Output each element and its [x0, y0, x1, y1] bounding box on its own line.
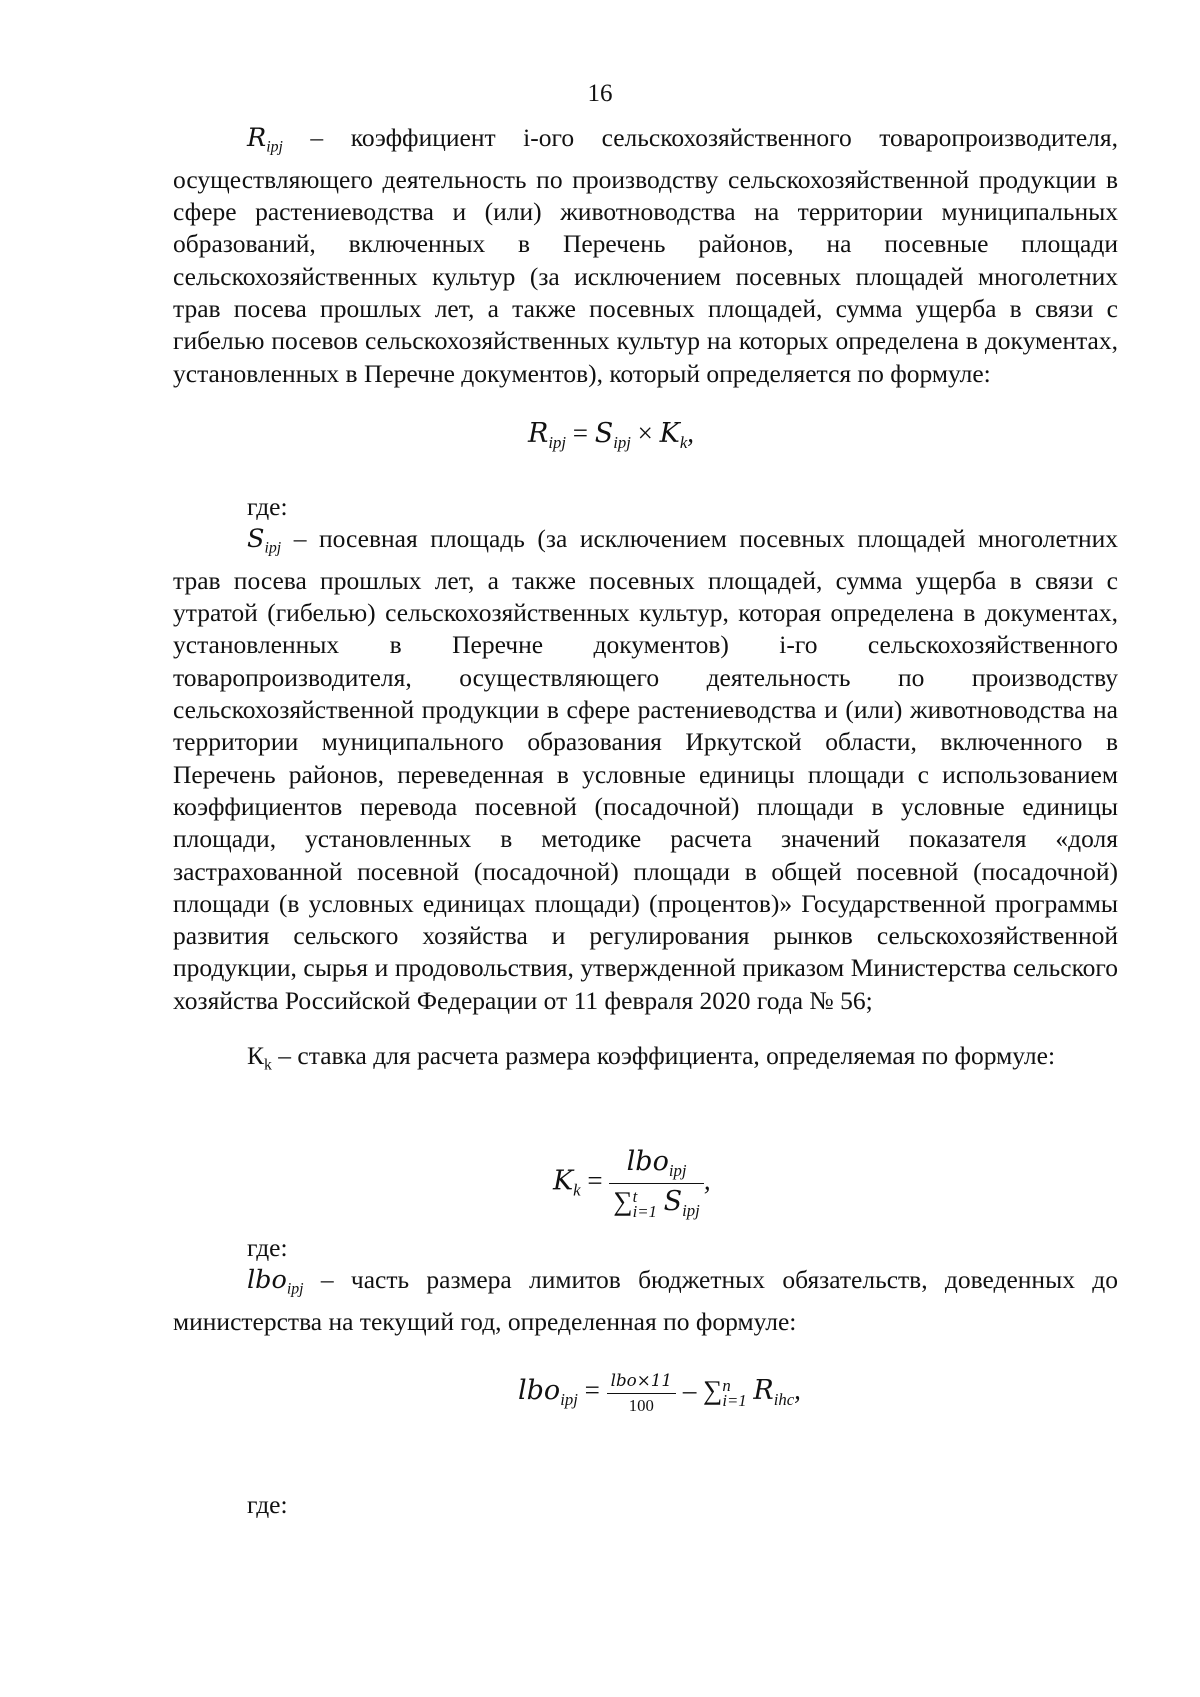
formula-k-den-var: S: [663, 1185, 683, 1217]
formula-r-k: K: [659, 418, 680, 449]
formula-r-tail: ,: [687, 418, 695, 448]
formula-r-lhs: R: [528, 418, 549, 449]
formula-r-eq: =: [572, 418, 588, 448]
formula-lbo-minus: –: [682, 1375, 697, 1406]
formula-r-lhs-sub: ipj: [548, 432, 567, 452]
formula-lbo-tail: ,: [794, 1375, 801, 1406]
formula-lbo-sum-sup: n: [722, 1375, 731, 1395]
formula-k-eq: =: [587, 1165, 603, 1196]
formula-k-sum: ∑: [613, 1185, 633, 1216]
paragraph-lbo-text: – часть размера лимитов бюджетных обязательств, доведенных до министерства на текущий год, определенная по формуле:: [173, 1265, 1118, 1336]
formula-k-sum-sup: t: [632, 1186, 638, 1206]
formula-lbo-numerator: [607, 1370, 676, 1393]
formula-k-numerator: [609, 1146, 703, 1183]
formula-r: [528, 418, 694, 453]
where-label-3: [247, 1489, 447, 1521]
formula-k-lhs: K: [553, 1165, 574, 1197]
formula-r-s-sub: ipj: [613, 432, 631, 452]
var-lbo-sub: ipj: [286, 1280, 304, 1298]
formula-lbo: [518, 1370, 801, 1416]
paragraph-k-definition: [173, 1040, 1118, 1082]
paragraph-k-text: – ставка для расчета размера коэффициента, определяемая по формуле:: [271, 1041, 1056, 1070]
formula-lbo-lhs-sub: ipj: [560, 1390, 578, 1410]
where-label-1: [247, 491, 447, 523]
formula-k-fraction: [609, 1146, 703, 1221]
paragraph-lbo-definition: [173, 1264, 1118, 1338]
formula-k-denominator: [609, 1183, 703, 1221]
formula-lbo-eq: =: [584, 1375, 600, 1406]
formula-lbo-den: 100: [628, 1396, 654, 1415]
formula-k-num-sub: ipj: [668, 1160, 687, 1180]
formula-k-tail: ,: [703, 1165, 711, 1196]
paragraph-s-text: – посевная площадь (за исключением посевных площадей многолетних трав посева прошлых лет, а также посевных площадей, сумма ущерба в связи с утратой (гибелью) сельскохозяйственных культур, которая определена в документах, установленных в Перечне документов) i-го сельскохозяйственного товаропроизводителя, осуществляющего деятельность по производству сельскохозяйственной продукции в сфере растениеводства и (или) животноводства на территории муниципального образования Иркутской области, включенного в Перечень районов, переведенная в условные единицы площади с использованием коэффициентов перевода посевной (посадочной) площади в условные единицы площади, установленных в методике расчета значений показателя «доля застрахованной посевной (посадочной) площади в общей посевной (посадочной) площади (в условных единицах площади) (процентов)» Государственной программы развития сельского хозяйства и регулирования рынков сельскохозяйственной продукции, сырья и продовольствия, утвержденной приказом Министерства сельского хозяйства Российской Федерации от 11 февраля 2020 года № 56;: [173, 524, 1118, 1015]
formula-lbo-r-sub: ihc: [773, 1390, 795, 1410]
var-s-sub: ipj: [264, 539, 282, 557]
formula-r-times: ×: [637, 418, 653, 448]
var-lbo: lbo: [247, 1265, 287, 1295]
formula-k-sum-sub: i=1: [632, 1201, 657, 1221]
paragraph-s-definition: [173, 523, 1118, 1017]
formula-lbo-denominator: [607, 1393, 676, 1416]
formula-r-s: S: [594, 418, 614, 449]
formula-lbo-sum-sub: i=1: [722, 1391, 747, 1410]
formula-k-den-sub: ipj: [682, 1200, 700, 1220]
formula-lbo-r: R: [753, 1375, 774, 1407]
formula-k-lhs-sub: k: [573, 1180, 581, 1200]
formula-lbo-fraction: [607, 1370, 676, 1416]
paragraph-r-definition: [173, 122, 1118, 390]
var-s: S: [247, 524, 265, 554]
where-text-3: где:: [247, 1490, 288, 1519]
var-r-sub: ipj: [266, 138, 283, 156]
where-text-1: где:: [247, 492, 288, 521]
formula-k: [553, 1146, 711, 1221]
formula-lbo-lhs: lbo: [518, 1375, 561, 1407]
var-r: R: [247, 123, 267, 153]
page-number: 16: [587, 80, 613, 107]
formula-r-k-sub: k: [679, 432, 688, 452]
where-label-2: [247, 1232, 447, 1264]
var-k: К: [247, 1041, 265, 1070]
formula-lbo-num: lbo×11: [610, 1370, 673, 1390]
formula-k-num-var: lbo: [626, 1146, 669, 1177]
var-k-sub: k: [264, 1056, 272, 1074]
formula-lbo-sum: ∑: [703, 1375, 723, 1406]
paragraph-r-text: – коэффициент i-ого сельскохозяйственного товаропроизводителя, осуществляющего деятельность по производству сельскохозяйственной продукции в сфере растениеводства и (или) животноводства на территории муниципальных образований, включенных в Перечень районов, на посевные площади сельскохозяйственных культур (за исключением посевных площадей многолетних трав посева прошлых лет, а также посевных площадей, сумма ущерба в связи с гибелью посевов сельскохозяйственных культур на которых определена в документах, установленных в Перечне документов), который определяется по формуле:: [173, 123, 1118, 388]
where-text-2: где:: [247, 1233, 288, 1262]
